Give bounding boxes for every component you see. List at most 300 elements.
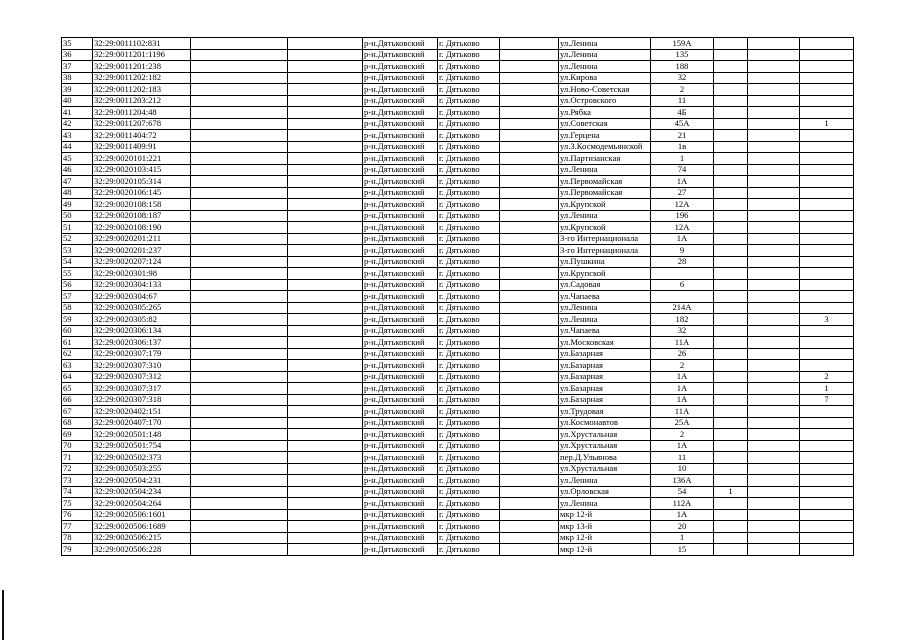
count-cell — [800, 61, 854, 73]
count-cell — [800, 153, 854, 165]
count-cell — [714, 348, 748, 360]
blank-cell — [191, 187, 288, 199]
cadastral-number: 32:29:0020201:237 — [93, 245, 191, 257]
count-cell — [800, 245, 854, 257]
blank-cell — [288, 360, 363, 372]
house-number-cell: 1в — [651, 141, 714, 153]
city-cell: г. Дятьково — [438, 141, 500, 153]
street-cell: ул.Чапаева — [559, 325, 651, 337]
street-cell: ул.Островского — [559, 95, 651, 107]
count-cell — [714, 532, 748, 544]
street-cell: ул.Ленина — [559, 49, 651, 61]
blank-cell — [500, 360, 559, 372]
count-cell — [748, 107, 800, 119]
blank-cell — [288, 245, 363, 257]
cadastral-number: 32:29:0020305:265 — [93, 302, 191, 314]
house-number-cell: 32 — [651, 72, 714, 84]
row-number: 61 — [62, 337, 93, 349]
count-cell — [748, 72, 800, 84]
row-number: 49 — [62, 199, 93, 211]
table-row — [62, 210, 854, 222]
district-cell: р-н.Дятьковский — [363, 291, 438, 303]
blank-cell — [288, 383, 363, 395]
city-cell: г. Дятьково — [438, 153, 500, 165]
city-cell: г. Дятьково — [438, 475, 500, 487]
count-cell — [714, 107, 748, 119]
blank-cell — [191, 72, 288, 84]
blank-cell — [191, 337, 288, 349]
row-number: 35 — [62, 38, 93, 50]
row-number: 56 — [62, 279, 93, 291]
count-cell — [748, 463, 800, 475]
cadastral-number: 32:29:0020304:133 — [93, 279, 191, 291]
row-number: 62 — [62, 348, 93, 360]
street-cell: мкр 12-й — [559, 532, 651, 544]
blank-cell — [191, 199, 288, 211]
blank-cell — [500, 452, 559, 464]
district-cell: р-н.Дятьковский — [363, 38, 438, 50]
row-number: 42 — [62, 118, 93, 130]
house-number-cell: 28 — [651, 256, 714, 268]
cadastral-number: 32:29:0020504:264 — [93, 498, 191, 510]
district-cell: р-н.Дятьковский — [363, 130, 438, 142]
city-cell: г. Дятьково — [438, 233, 500, 245]
district-cell: р-н.Дятьковский — [363, 187, 438, 199]
count-cell — [800, 498, 854, 510]
blank-cell — [500, 521, 559, 533]
street-cell: ул.Крупской — [559, 268, 651, 280]
house-number-cell: 32 — [651, 325, 714, 337]
blank-cell — [500, 95, 559, 107]
count-cell — [714, 544, 748, 556]
city-cell: г. Дятьково — [438, 394, 500, 406]
house-number-cell: 1 — [651, 532, 714, 544]
street-cell: ул.Базарная — [559, 360, 651, 372]
cadastral-number: 32:29:0020307:312 — [93, 371, 191, 383]
street-cell: ул.Хрустальная — [559, 429, 651, 441]
district-cell: р-н.Дятьковский — [363, 463, 438, 475]
count-cell — [748, 521, 800, 533]
count-cell — [714, 314, 748, 326]
cadastral-number: 32:29:0011204:48 — [93, 107, 191, 119]
district-cell: р-н.Дятьковский — [363, 153, 438, 165]
cadastral-number: 32:29:0020502:373 — [93, 452, 191, 464]
row-number: 68 — [62, 417, 93, 429]
count-cell — [714, 84, 748, 96]
count-cell — [748, 61, 800, 73]
street-cell: ул.Ленина — [559, 210, 651, 222]
city-cell: г. Дятьково — [438, 463, 500, 475]
district-cell: р-н.Дятьковский — [363, 486, 438, 498]
district-cell: р-н.Дятьковский — [363, 107, 438, 119]
street-cell: ул.Первомайская — [559, 187, 651, 199]
row-number: 50 — [62, 210, 93, 222]
city-cell: г. Дятьково — [438, 164, 500, 176]
city-cell: г. Дятьково — [438, 532, 500, 544]
house-number-cell: 26 — [651, 348, 714, 360]
city-cell: г. Дятьково — [438, 61, 500, 73]
blank-cell — [500, 532, 559, 544]
city-cell: г. Дятьково — [438, 279, 500, 291]
city-cell: г. Дятьково — [438, 199, 500, 211]
street-cell: ул.Базарная — [559, 348, 651, 360]
count-cell — [714, 245, 748, 257]
cadastral-number: 32:29:0020506:215 — [93, 532, 191, 544]
count-cell — [748, 486, 800, 498]
blank-cell — [191, 521, 288, 533]
house-number-cell: 21 — [651, 130, 714, 142]
row-number: 43 — [62, 130, 93, 142]
city-cell: г. Дятьково — [438, 107, 500, 119]
city-cell: г. Дятьково — [438, 84, 500, 96]
house-number-cell: 135 — [651, 49, 714, 61]
row-number: 37 — [62, 61, 93, 73]
blank-cell — [191, 153, 288, 165]
count-cell — [748, 544, 800, 556]
blank-cell — [500, 544, 559, 556]
blank-cell — [191, 417, 288, 429]
city-cell: г. Дятьково — [438, 337, 500, 349]
house-number-cell: 1А — [651, 394, 714, 406]
count-cell — [800, 95, 854, 107]
city-cell: г. Дятьково — [438, 383, 500, 395]
street-cell: ул.З.Космодемьянской — [559, 141, 651, 153]
house-number-cell: 11А — [651, 406, 714, 418]
street-cell: ул.Трудовая — [559, 406, 651, 418]
row-number: 77 — [62, 521, 93, 533]
row-number: 79 — [62, 544, 93, 556]
blank-cell — [500, 187, 559, 199]
count-cell: 1 — [800, 118, 854, 130]
city-cell: г. Дятьково — [438, 486, 500, 498]
count-cell — [800, 49, 854, 61]
blank-cell — [288, 256, 363, 268]
count-cell — [748, 325, 800, 337]
row-number: 36 — [62, 49, 93, 61]
table-row — [62, 463, 854, 475]
blank-cell — [288, 463, 363, 475]
district-cell: р-н.Дятьковский — [363, 532, 438, 544]
cadastral-number: 32:29:0020301:98 — [93, 268, 191, 280]
district-cell: р-н.Дятьковский — [363, 544, 438, 556]
district-cell: р-н.Дятьковский — [363, 279, 438, 291]
count-cell — [748, 164, 800, 176]
blank-cell — [500, 302, 559, 314]
table-body — [62, 38, 854, 556]
count-cell — [748, 383, 800, 395]
count-cell — [800, 463, 854, 475]
row-number: 70 — [62, 440, 93, 452]
count-cell — [800, 509, 854, 521]
blank-cell — [191, 544, 288, 556]
district-cell: р-н.Дятьковский — [363, 429, 438, 441]
row-number: 78 — [62, 532, 93, 544]
blank-cell — [500, 394, 559, 406]
blank-cell — [288, 118, 363, 130]
count-cell — [714, 256, 748, 268]
house-number-cell: 9 — [651, 245, 714, 257]
count-cell — [800, 210, 854, 222]
blank-cell — [191, 325, 288, 337]
count-cell — [748, 509, 800, 521]
blank-cell — [191, 164, 288, 176]
cadastral-number: 32:29:0020306:134 — [93, 325, 191, 337]
city-cell: г. Дятьково — [438, 130, 500, 142]
street-cell: ул.Советская — [559, 118, 651, 130]
street-cell: ул.Хрустальная — [559, 440, 651, 452]
street-cell: ул.Хрустальная — [559, 463, 651, 475]
row-number: 46 — [62, 164, 93, 176]
cadastral-number: 32:29:0011202:182 — [93, 72, 191, 84]
table-row — [62, 498, 854, 510]
district-cell: р-н.Дятьковский — [363, 256, 438, 268]
district-cell: р-н.Дятьковский — [363, 302, 438, 314]
district-cell: р-н.Дятьковский — [363, 383, 438, 395]
house-number-cell: 45А — [651, 118, 714, 130]
blank-cell — [191, 61, 288, 73]
blank-cell — [288, 302, 363, 314]
cadastral-number: 32:29:0020207:124 — [93, 256, 191, 268]
cadastral-number: 32:29:0020108:190 — [93, 222, 191, 234]
street-cell: пер.Д.Ульянова — [559, 452, 651, 464]
blank-cell — [288, 429, 363, 441]
street-cell: ул.Ленина — [559, 302, 651, 314]
blank-cell — [500, 440, 559, 452]
house-number-cell: 196 — [651, 210, 714, 222]
house-number-cell: 1А — [651, 176, 714, 188]
count-cell — [800, 130, 854, 142]
count-cell — [748, 222, 800, 234]
city-cell: г. Дятьково — [438, 521, 500, 533]
district-cell: р-н.Дятьковский — [363, 84, 438, 96]
city-cell: г. Дятьково — [438, 429, 500, 441]
district-cell: р-н.Дятьковский — [363, 268, 438, 280]
row-number: 63 — [62, 360, 93, 372]
blank-cell — [191, 130, 288, 142]
blank-cell — [191, 532, 288, 544]
table-row — [62, 394, 854, 406]
cadastral-number: 32:29:0020106:145 — [93, 187, 191, 199]
blank-cell — [288, 38, 363, 50]
row-number: 69 — [62, 429, 93, 441]
table-row — [62, 337, 854, 349]
district-cell: р-н.Дятьковский — [363, 164, 438, 176]
count-cell — [800, 84, 854, 96]
city-cell: г. Дятьково — [438, 314, 500, 326]
blank-cell — [191, 107, 288, 119]
blank-cell — [191, 49, 288, 61]
count-cell — [748, 118, 800, 130]
count-cell — [714, 302, 748, 314]
count-cell — [748, 371, 800, 383]
count-cell — [800, 176, 854, 188]
count-cell — [748, 95, 800, 107]
blank-cell — [288, 325, 363, 337]
district-cell: р-н.Дятьковский — [363, 394, 438, 406]
house-number-cell: 1А — [651, 233, 714, 245]
city-cell: г. Дятьково — [438, 325, 500, 337]
district-cell: р-н.Дятьковский — [363, 118, 438, 130]
count-cell — [800, 302, 854, 314]
table-row — [62, 176, 854, 188]
row-number: 58 — [62, 302, 93, 314]
row-number: 64 — [62, 371, 93, 383]
blank-cell — [191, 486, 288, 498]
blank-cell — [500, 325, 559, 337]
count-cell — [714, 417, 748, 429]
district-cell: р-н.Дятьковский — [363, 360, 438, 372]
blank-cell — [191, 233, 288, 245]
house-number-cell: 4Б — [651, 107, 714, 119]
street-cell: ул.Базарная — [559, 383, 651, 395]
street-cell: ул.Чапаева — [559, 291, 651, 303]
cadastral-number: 32:29:0020501:148 — [93, 429, 191, 441]
district-cell: р-н.Дятьковский — [363, 452, 438, 464]
blank-cell — [288, 210, 363, 222]
blank-cell — [191, 38, 288, 50]
table-row — [62, 245, 854, 257]
district-cell: р-н.Дятьковский — [363, 371, 438, 383]
count-cell — [748, 429, 800, 441]
count-cell — [800, 406, 854, 418]
count-cell — [714, 325, 748, 337]
district-cell: р-н.Дятьковский — [363, 49, 438, 61]
house-number-cell: 1А — [651, 509, 714, 521]
table-row — [62, 406, 854, 418]
street-cell: ул.Рябка — [559, 107, 651, 119]
count-cell — [800, 475, 854, 487]
count-cell: 1 — [714, 486, 748, 498]
count-cell — [748, 84, 800, 96]
city-cell: г. Дятьково — [438, 406, 500, 418]
city-cell: г. Дятьково — [438, 417, 500, 429]
table-row — [62, 475, 854, 487]
count-cell — [714, 95, 748, 107]
table-row — [62, 256, 854, 268]
blank-cell — [288, 417, 363, 429]
row-number: 57 — [62, 291, 93, 303]
row-number: 53 — [62, 245, 93, 257]
blank-cell — [500, 348, 559, 360]
blank-cell — [191, 118, 288, 130]
table-row — [62, 532, 854, 544]
row-number: 67 — [62, 406, 93, 418]
count-cell — [748, 337, 800, 349]
district-cell: р-н.Дятьковский — [363, 314, 438, 326]
table-row — [62, 268, 854, 280]
house-number-cell: 15 — [651, 544, 714, 556]
blank-cell — [288, 291, 363, 303]
table-row — [62, 153, 854, 165]
house-number-cell: 1А — [651, 383, 714, 395]
count-cell — [748, 130, 800, 142]
count-cell — [714, 440, 748, 452]
blank-cell — [191, 452, 288, 464]
city-cell: г. Дятьково — [438, 176, 500, 188]
street-cell: ул.Садовая — [559, 279, 651, 291]
house-number-cell: 214А — [651, 302, 714, 314]
blank-cell — [500, 406, 559, 418]
table-row — [62, 314, 854, 326]
blank-cell — [191, 222, 288, 234]
city-cell: г. Дятьково — [438, 118, 500, 130]
count-cell — [714, 383, 748, 395]
city-cell: г. Дятьково — [438, 187, 500, 199]
table-row — [62, 291, 854, 303]
table-row — [62, 199, 854, 211]
city-cell: г. Дятьково — [438, 302, 500, 314]
blank-cell — [191, 394, 288, 406]
blank-cell — [500, 233, 559, 245]
count-cell — [714, 371, 748, 383]
count-cell — [714, 429, 748, 441]
count-cell — [748, 498, 800, 510]
city-cell: г. Дятьково — [438, 222, 500, 234]
district-cell: р-н.Дятьковский — [363, 406, 438, 418]
table-row — [62, 325, 854, 337]
blank-cell — [288, 268, 363, 280]
blank-cell — [500, 245, 559, 257]
count-cell — [748, 291, 800, 303]
blank-cell — [500, 417, 559, 429]
blank-cell — [500, 141, 559, 153]
table-row — [62, 279, 854, 291]
city-cell: г. Дятьково — [438, 49, 500, 61]
count-cell — [800, 141, 854, 153]
count-cell — [748, 417, 800, 429]
count-cell — [748, 394, 800, 406]
district-cell: р-н.Дятьковский — [363, 509, 438, 521]
blank-cell — [191, 360, 288, 372]
blank-cell — [191, 475, 288, 487]
blank-cell — [191, 279, 288, 291]
count-cell — [800, 279, 854, 291]
table-row — [62, 383, 854, 395]
city-cell: г. Дятьково — [438, 440, 500, 452]
blank-cell — [191, 314, 288, 326]
blank-cell — [288, 95, 363, 107]
count-cell — [748, 279, 800, 291]
district-cell: р-н.Дятьковский — [363, 61, 438, 73]
house-number-cell: 1А — [651, 440, 714, 452]
house-number-cell: 54 — [651, 486, 714, 498]
row-number: 66 — [62, 394, 93, 406]
street-cell: ул.Ленина — [559, 164, 651, 176]
table-row — [62, 486, 854, 498]
house-number-cell: 10 — [651, 463, 714, 475]
street-cell: ул.Партизанская — [559, 153, 651, 165]
cadastral-number: 32:29:0020402:151 — [93, 406, 191, 418]
row-number: 59 — [62, 314, 93, 326]
house-number-cell: 27 — [651, 187, 714, 199]
count-cell — [748, 49, 800, 61]
street-cell: ул.Базарная — [559, 394, 651, 406]
blank-cell — [288, 49, 363, 61]
count-cell — [714, 153, 748, 165]
district-cell: р-н.Дятьковский — [363, 72, 438, 84]
cadastral-number: 32:29:0020306:137 — [93, 337, 191, 349]
blank-cell — [288, 222, 363, 234]
city-cell: г. Дятьково — [438, 210, 500, 222]
cadastral-number: 32:29:0020307:317 — [93, 383, 191, 395]
count-cell — [748, 532, 800, 544]
street-cell: мкр 12-й — [559, 544, 651, 556]
count-cell — [714, 233, 748, 245]
blank-cell — [288, 153, 363, 165]
row-number: 65 — [62, 383, 93, 395]
blank-cell — [191, 348, 288, 360]
street-cell: ул.Кирова — [559, 72, 651, 84]
